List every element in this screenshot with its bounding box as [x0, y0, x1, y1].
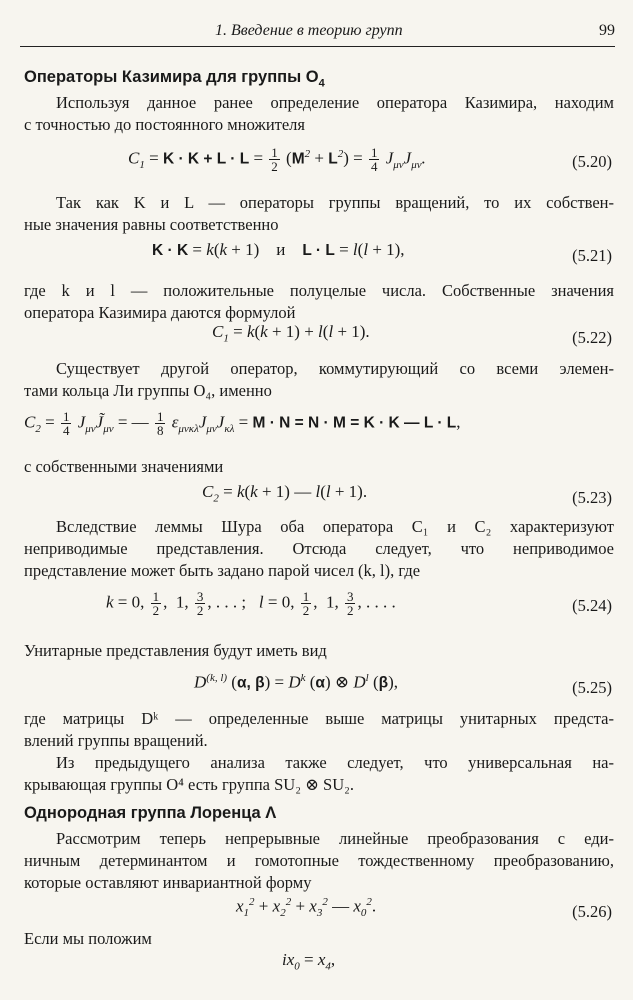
page-number: 99 [599, 22, 615, 39]
running-header [20, 22, 615, 44]
paragraph-3: где k и l — положительные полуцелые числа. Собственные значения оператора Казимира даются формулой [24, 281, 614, 322]
equation-5-23: $C_2 = k(k + 1)$ — l(l + 1). (5.23) [202, 482, 612, 507]
equation-substitution: $ix_0 = x_4$, [282, 950, 336, 973]
equation-5-20: $C_1 = K \cdot K + L \cdot L$ = $\frac{1}{2}$ $(M^2 + L^2)$ = $\frac{1}{4}$ $J_{\mu\nu}J_{\mu\nu}$. (5.20) [128, 145, 612, 174]
header-rule [20, 46, 615, 47]
equation-5-21: K · K = k(k + 1) и L · L = l(l + 1), (5.21) [152, 240, 612, 265]
paragraph-4: Существует другой оператор, коммутирующий со всеми элемен- тами кольца Ли группы O₄, именно [24, 359, 614, 400]
section-heading-lorentz: Однородная группа Лоренца Λ [24, 804, 277, 822]
paragraph-1: Используя данное ранее определение оператора Казимира, находим с точностью до постоянного множителя [24, 93, 614, 134]
equation-casimir-2: $C_2$ = $\frac{1}{4}$ $J_{\mu\nu}J̃_{\mu\nu}$ = — $\frac{1}{8}$ $\varepsilon_{\mu\nu\kappa\lambda}J_{\mu\nu}J_{\kappa\lambda} = M \cdot N = N \cdot M = K \cdot K$ — L · L, [24, 409, 461, 438]
paragraph-5: с собственными значениями [24, 457, 224, 476]
header-title: 1. Введение в теорию групп [215, 22, 403, 39]
paragraph-6: Вследствие леммы Шура оба оператора C₁ и C₂ характеризуют неприводимые представления. Отсюда следует, что неприводимое представление может быть задано парой чисел (k, l), где [24, 517, 614, 580]
paragraph-10: Рассмотрим теперь непрерывные линейные преобразования с еди- ничным детерминантом и гомотопные тождественному преобразованию, которые оставляют инвариантной форму [24, 829, 614, 892]
paragraph-11: Если мы положим [24, 929, 152, 948]
equation-5-22: $C_1 = k(k + 1) + l(l + 1)$. (5.22) [212, 322, 612, 347]
section-heading-casimir: Операторы Казимира для группы $O_4$ [24, 68, 325, 90]
equation-5-26: $x_1^2 + x_2^2 + x_3^2$ — $x_0^2$. (5.26) [236, 896, 612, 921]
paragraph-9: Из предыдущего анализа также следует, что универсальная на- крывающая группы O⁴ есть группа SU₂ ⊗ SU₂. [24, 753, 614, 794]
paragraph-2: Так как K и L — операторы группы вращений, то их собствен- ные значения равны соответственно [24, 193, 614, 234]
paragraph-8: где матрицы Dᵏ — определенные выше матрицы унитарных предста- влений группы вращений. [24, 709, 614, 750]
equation-5-25: D$^{(k, l)}$ (α, $\beta) = D^k$ (α) ⊗ $D^l$ (β), (5.25) [194, 672, 612, 697]
paragraph-7: Унитарные представления будут иметь вид [24, 641, 327, 660]
equation-5-24: k = 0, $\frac{1}{2}$ , 1, $\frac{3}{2}$ , . . . ; l = 0, $\frac{1}{2}$ , 1, $\frac{3}{2}$ , . . . . (5.24) [106, 589, 612, 618]
